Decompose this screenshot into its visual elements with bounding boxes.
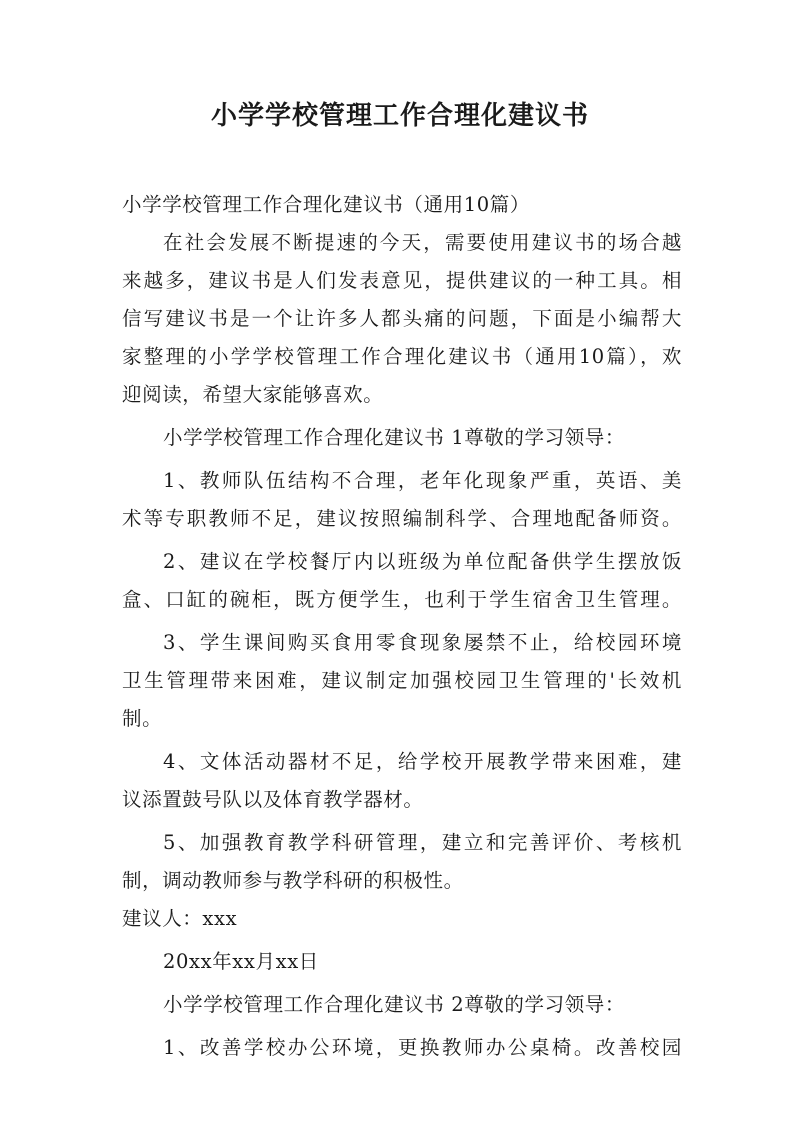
paragraph-line: 来越多，建议书是人们发表意见，提供建议的一种工具。相 <box>122 269 682 292</box>
paragraph-line: 盒、口缸的碗柜，既方便学生，也利于学生宿舍卫生管理。 <box>122 588 682 611</box>
paragraph-line: 4、文体活动器材不足，给学校开展教学带来困难，建 <box>163 750 682 773</box>
paragraph-line: 5、加强教育教学科研管理，建立和完善评价、考核机 <box>163 831 682 854</box>
document-subtitle: 小学学校管理工作合理化建议书（通用10篇） <box>122 193 530 216</box>
document-body <box>122 186 682 1067</box>
letter-heading: 小学学校管理工作合理化建议书 2尊敬的学习领导： <box>163 993 626 1016</box>
paragraph-line: 1、改善学校办公环境，更换教师办公桌椅。改善校园 <box>163 1036 682 1059</box>
paragraph-line: 1、教师队伍结构不合理，老年化现象严重，英语、美 <box>163 469 682 492</box>
paragraph-line: 3、学生课间购买食用零食现象屡禁不止，给校园环境 <box>163 631 682 654</box>
paragraph-line: 在社会发展不断提速的今天，需要使用建议书的场合越 <box>163 231 682 254</box>
paragraph-line: 术等专职教师不足，建议按照编制科学、合理地配备师资。 <box>122 507 682 530</box>
signature-line: 建议人：xxx <box>122 907 238 930</box>
paragraph-line: 信写建议书是一个让许多人都头痛的问题，下面是小编帮大 <box>122 307 682 330</box>
document-title: 小学学校管理工作合理化建议书 <box>210 101 589 131</box>
paragraph-line: 议添置鼓号队以及体育教学器材。 <box>122 788 424 811</box>
date-line: 20xx年xx月xx日 <box>163 950 319 973</box>
letter-heading: 小学学校管理工作合理化建议书 1尊敬的学习领导： <box>163 426 626 449</box>
paragraph-line: 家整理的小学学校管理工作合理化建议书（通用10篇），欢 <box>122 345 682 368</box>
paragraph-line: 制，调动教师参与教学科研的积极性。 <box>122 869 464 892</box>
paragraph-line: 2、建议在学校餐厅内以班级为单位配备供学生摆放饭 <box>163 550 682 573</box>
paragraph-line: 制。 <box>122 707 163 730</box>
paragraph-line: 迎阅读，希望大家能够喜欢。 <box>122 383 384 406</box>
paragraph-line: 卫生管理带来困难，建议制定加强校园卫生管理的'长效机 <box>122 669 682 692</box>
